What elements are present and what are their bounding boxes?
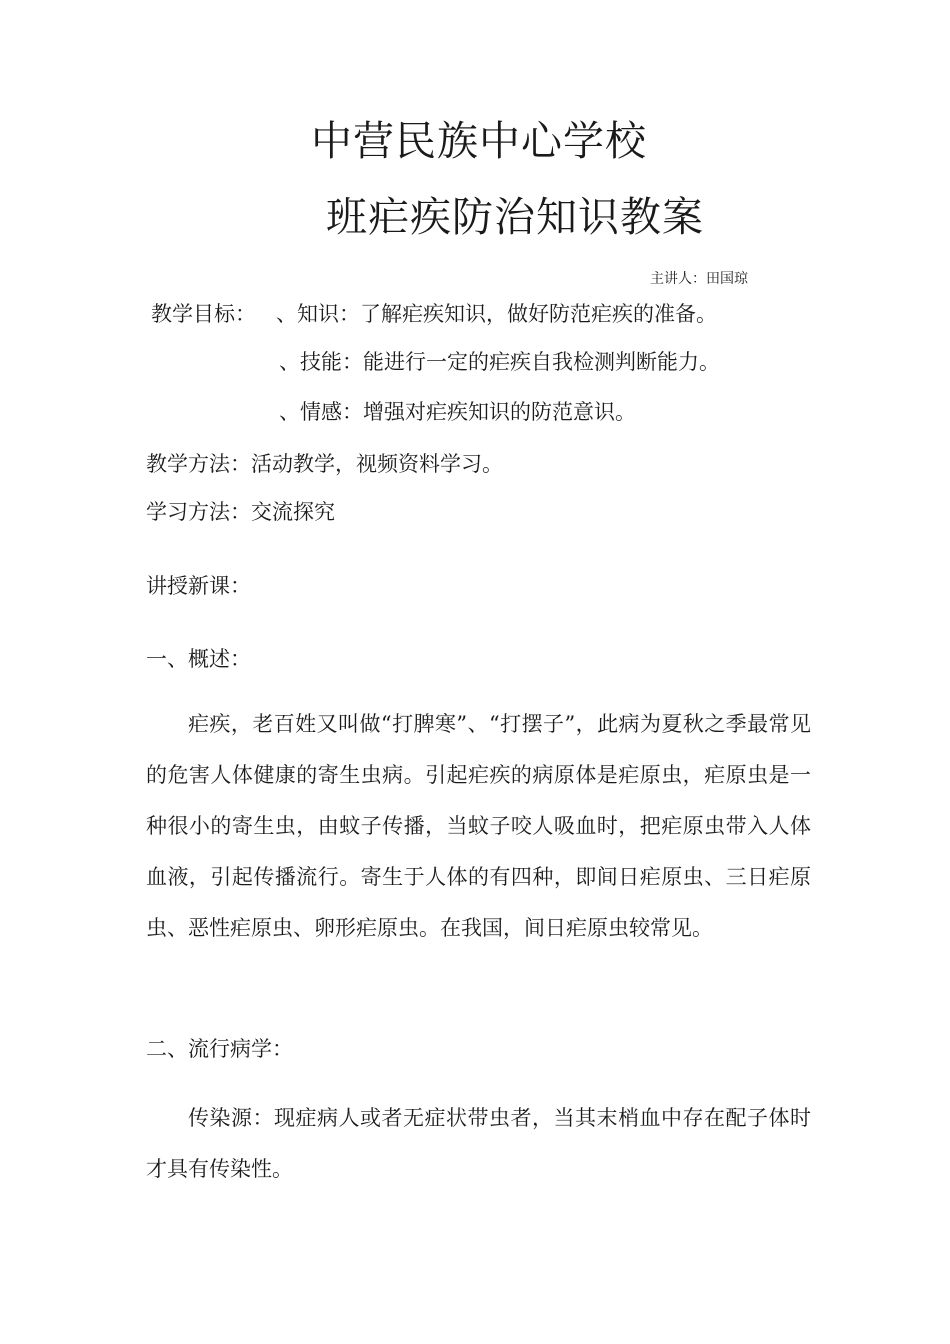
objective-knowledge: 、知识：了解疟疾知识，做好防范疟疾的准备。 [276, 302, 717, 326]
teaching-method: 教学方法：活动教学，视频资料学习。 [146, 452, 503, 476]
section1-paragraph: 疟疾，老百姓又叫做“打脾寒”、“打摆子”，此病为夏秋之季最常见的危害人体健康的寄生虫病。引起疟疾的病原体是疟原虫，疟原虫是一种很小的寄生虫，由蚊子传播，当蚊子咬人吸血时，把疟原虫带入人体血液，引起传播流行。寄生于人体的有四种，即间日疟原虫、三日疟原虫、恶性疟原虫、卵形疟原虫。在我国，间日疟原虫较常见。 [146, 712, 811, 940]
objectives-label: 教学目标： [151, 302, 256, 326]
new-lesson-heading: 讲授新课： [146, 574, 251, 598]
section2-heading: 二、流行病学： [146, 1037, 293, 1061]
title-lesson: 班疟疾防治知识教案 [326, 193, 704, 241]
title-school: 中营民族中心学校 [311, 117, 647, 165]
objective-skill: 、技能：能进行一定的疟疾自我检测判断能力。 [279, 350, 720, 374]
speaker-line: 主讲人：田国琼 [650, 271, 748, 287]
section1-heading: 一、概述： [146, 647, 251, 671]
objective-emotion: 、情感：增强对疟疾知识的防范意识。 [279, 400, 636, 424]
section2-paragraph: 传染源：现症病人或者无症状带虫者，当其末梢血中存在配子体时才具有传染性。 [146, 1106, 811, 1181]
learning-method: 学习方法：交流探究 [146, 500, 335, 524]
